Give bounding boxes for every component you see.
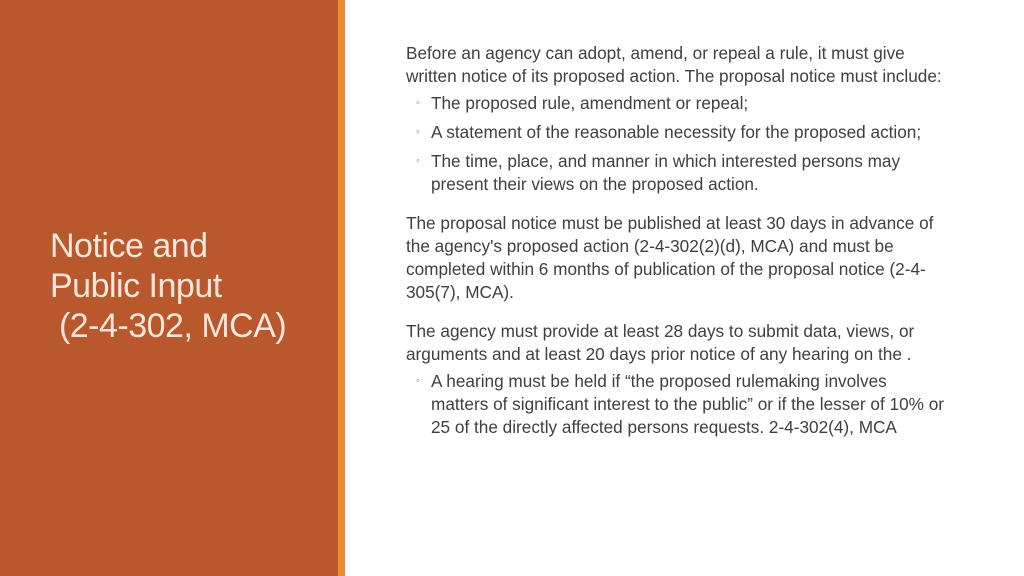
paragraph-1-bullets (406, 92, 946, 196)
slide-title-line-3: (2-4-302, MCA) (50, 307, 287, 345)
list-item (406, 370, 946, 439)
slide-title-line-1: Notice and (50, 227, 208, 265)
paragraph-2: The proposal notice must be published at least 30 days in advance of the agency's proposed action (2-4-302(2)(d), MCA) and must be completed within 6 months of publication of the proposal notice (2-4-305(7), MCA). (406, 213, 934, 302)
paragraph-3: The agency must provide at least 28 days to submit data, views, or arguments and at least 20 days prior notice of any hearing on the . (406, 321, 915, 364)
hollow-bullet-icon: ◦ (416, 155, 420, 167)
slide-title (50, 226, 330, 346)
bullet-text: The proposed rule, amendment or repeal; (431, 93, 749, 113)
hollow-bullet-icon: ◦ (416, 375, 420, 387)
paragraph-1: Before an agency can adopt, amend, or repeal a rule, it must give written notice of its proposed action. The proposal notice must include: (406, 43, 942, 86)
list-item (406, 92, 946, 115)
hollow-bullet-icon: ◦ (416, 97, 420, 109)
bullet-text: The time, place, and manner in which interested persons may present their views on the proposed action. (431, 151, 901, 194)
list-item (406, 121, 946, 144)
hollow-bullet-icon: ◦ (416, 126, 420, 138)
slide-body (406, 42, 946, 445)
list-item (406, 150, 946, 196)
slide-title-line-2: Public Input (50, 267, 222, 305)
bullet-text: A statement of the reasonable necessity for the proposed action; (431, 122, 922, 142)
bullet-text: A hearing must be held if “the proposed rulemaking involves matters of significant interest to the public” or if the lesser of 10% or 25 of the directly affected persons requests. 2-4-302(4), MCA (431, 371, 944, 437)
accent-stripe (338, 0, 345, 576)
paragraph-3-bullets (406, 370, 946, 439)
